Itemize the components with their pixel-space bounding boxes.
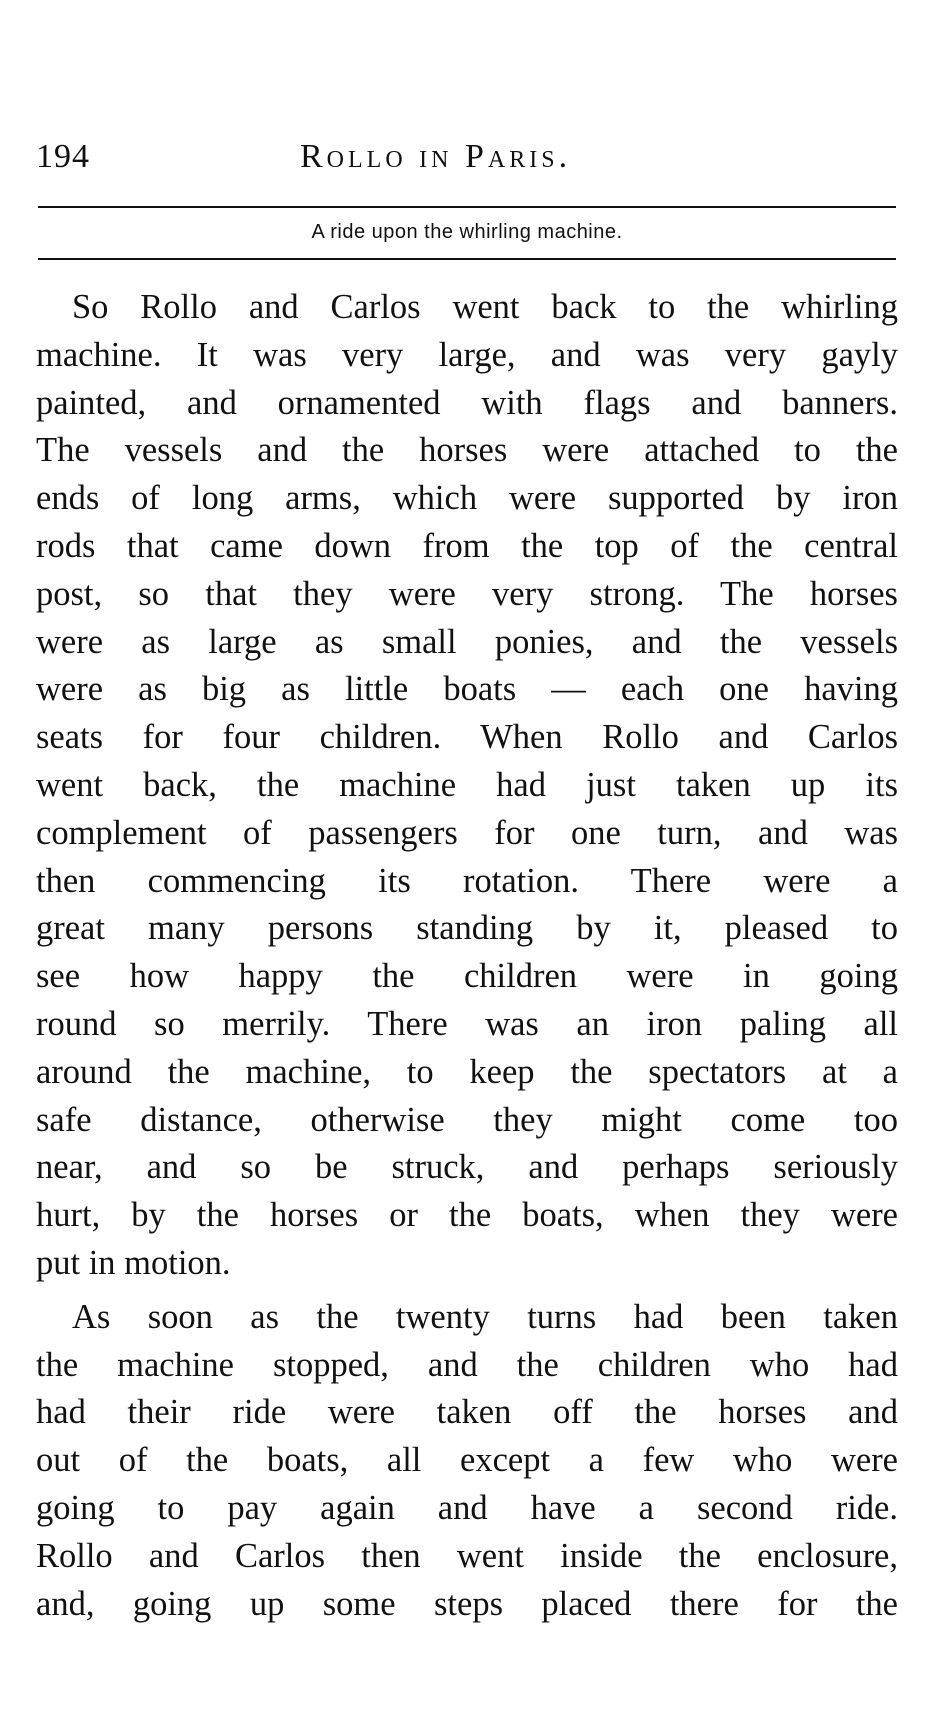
text-line: then commencing its rotation. There were a (36, 861, 898, 900)
header-rule-top (38, 206, 896, 208)
section-subheading: A ride upon the whirling machine. (311, 221, 623, 243)
text-line: ends of long arms, which were supported by iron (36, 479, 898, 518)
text-line: round so merrily. There was an iron paling all (36, 1004, 898, 1043)
paragraph-2 (36, 1294, 898, 1629)
text-line: complement of passengers for one turn, and was (36, 813, 898, 852)
text-line: great many persons standing by it, pleased to (36, 909, 898, 948)
text-line: around the machine, to keep the spectators at a (36, 1052, 898, 1091)
text-line: were as large as small ponies, and the vessels (36, 622, 898, 661)
text-line: had their ride were taken off the horses and (36, 1393, 898, 1432)
text-line: safe distance, otherwise they might come too (36, 1100, 898, 1139)
text-line: the machine stopped, and the children who had (36, 1345, 898, 1384)
body-text (36, 284, 898, 1628)
text-line: So Rollo and Carlos went back to the whirling (72, 288, 898, 326)
text-line: see how happy the children were in going (36, 957, 898, 996)
text-line: going to pay again and have a second ride. (36, 1488, 898, 1527)
text-line: painted, and ornamented with flags and banners. (36, 383, 898, 422)
text-line: and, going up some steps placed there for the (36, 1584, 898, 1623)
text-line: Rollo and Carlos then went inside the enclosure, (36, 1536, 898, 1575)
page-number: 194 (36, 138, 90, 175)
text-line: post, so that they were very strong. The horses (36, 574, 898, 613)
text-line: put in motion. (36, 1243, 231, 1282)
page-header (36, 138, 896, 182)
text-line: were as big as little boats — each one having (36, 670, 898, 709)
running-title: Rollo in Paris. (300, 138, 572, 175)
text-line: near, and so be struck, and perhaps seriously (36, 1148, 898, 1187)
text-line: went back, the machine had just taken up its (36, 765, 898, 804)
header-rule-bottom (38, 258, 896, 260)
text-line: machine. It was very large, and was very gayly (36, 335, 898, 374)
text-line: out of the boats, all except a few who were (36, 1441, 898, 1480)
paragraph-1 (36, 284, 898, 1288)
text-line: The vessels and the horses were attached to the (36, 431, 898, 470)
text-line: As soon as the twenty turns had been taken (72, 1297, 898, 1336)
text-line: seats for four children. When Rollo and Carlos (36, 718, 898, 757)
text-line: rods that came down from the top of the central (36, 526, 898, 565)
text-line: hurt, by the horses or the boats, when they were (36, 1196, 898, 1235)
